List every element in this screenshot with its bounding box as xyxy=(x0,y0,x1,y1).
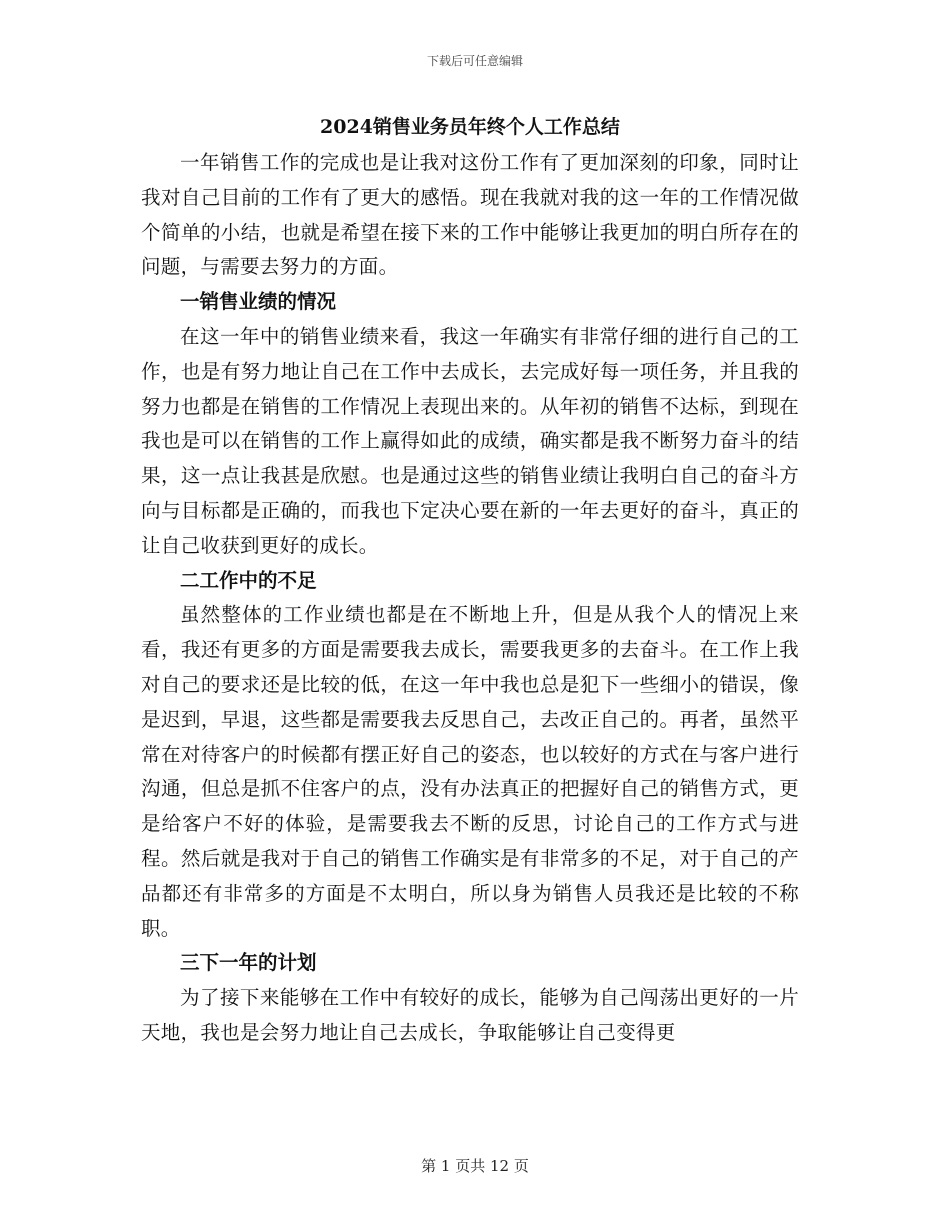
section-heading-sales-performance: 一销售业绩的情况 xyxy=(180,290,337,314)
document-body xyxy=(141,112,799,1051)
section-heading-next-year-plan: 三下一年的计划 xyxy=(180,951,317,975)
section-body-sales-performance: 在这一年中的销售业绩来看，我这一年确实有非常仔细的进行自己的工作，也是有努力地让自己在工作中去成长，去完成好每一项任务，并且我的努力也都是在销售的工作情况上表现出来的。从年初的销售不达标，到现在我也是可以在销售的工作上赢得如此的成绩，确实都是我不断努力奋斗的结果，这一点让我甚是欣慰。也是通过这些的销售业绩让我明白自己的奋斗方向与目标都是正确的，而我也下定决心要在新的一年去更好的奋斗，真正的让自己收获到更好的成长。 xyxy=(141,324,799,557)
section-body-next-year-plan: 为了接下来能够在工作中有较好的成长，能够为自己闯荡出更好的一片天地，我也是会努力地让自己去成长，争取能够让自己变得更 xyxy=(141,986,799,1044)
page-header-note: 下载后可任意编辑 xyxy=(426,54,523,68)
section-heading-shortcomings: 二工作中的不足 xyxy=(180,568,317,592)
page-number: 第 1 页共 12 页 xyxy=(421,1157,529,1175)
document-title: 2024销售业务员年终个人工作总结 xyxy=(320,116,620,138)
section-body-shortcomings: 虽然整体的工作业绩也都是在不断地上升，但是从我个人的情况上来看，我还有更多的方面是需要我去成长，需要我更多的去奋斗。在工作上我对自己的要求还是比较的低，在这一年中我也总是犯下一些细小的错误，像是迟到，早退，这些都是需要我去反思自己，去改正自己的。再者，虽然平常在对待客户的时候都有摆正好自己的姿态，也以较好的方式在与客户进行沟通，但总是抓不住客户的点，没有办法真正的把握好自己的销售方式，更是给客户不好的体验，是需要我去不断的反思，讨论自己的工作方式与进程。然后就是我对于自己的销售工作确实是有非常多的不足，对于自己的产品都还有非常多的方面是不太明白，所以身为销售人员我还是比较的不称职。 xyxy=(141,603,799,940)
intro-paragraph: 一年销售工作的完成也是让我对这份工作有了更加深刻的印象，同时让我对自己目前的工作有了更大的感悟。现在我就对我的这一年的工作情况做个简单的小结，也就是希望在接下来的工作中能够让我更加的明白所存在的问题，与需要去努力的方面。 xyxy=(141,151,799,279)
